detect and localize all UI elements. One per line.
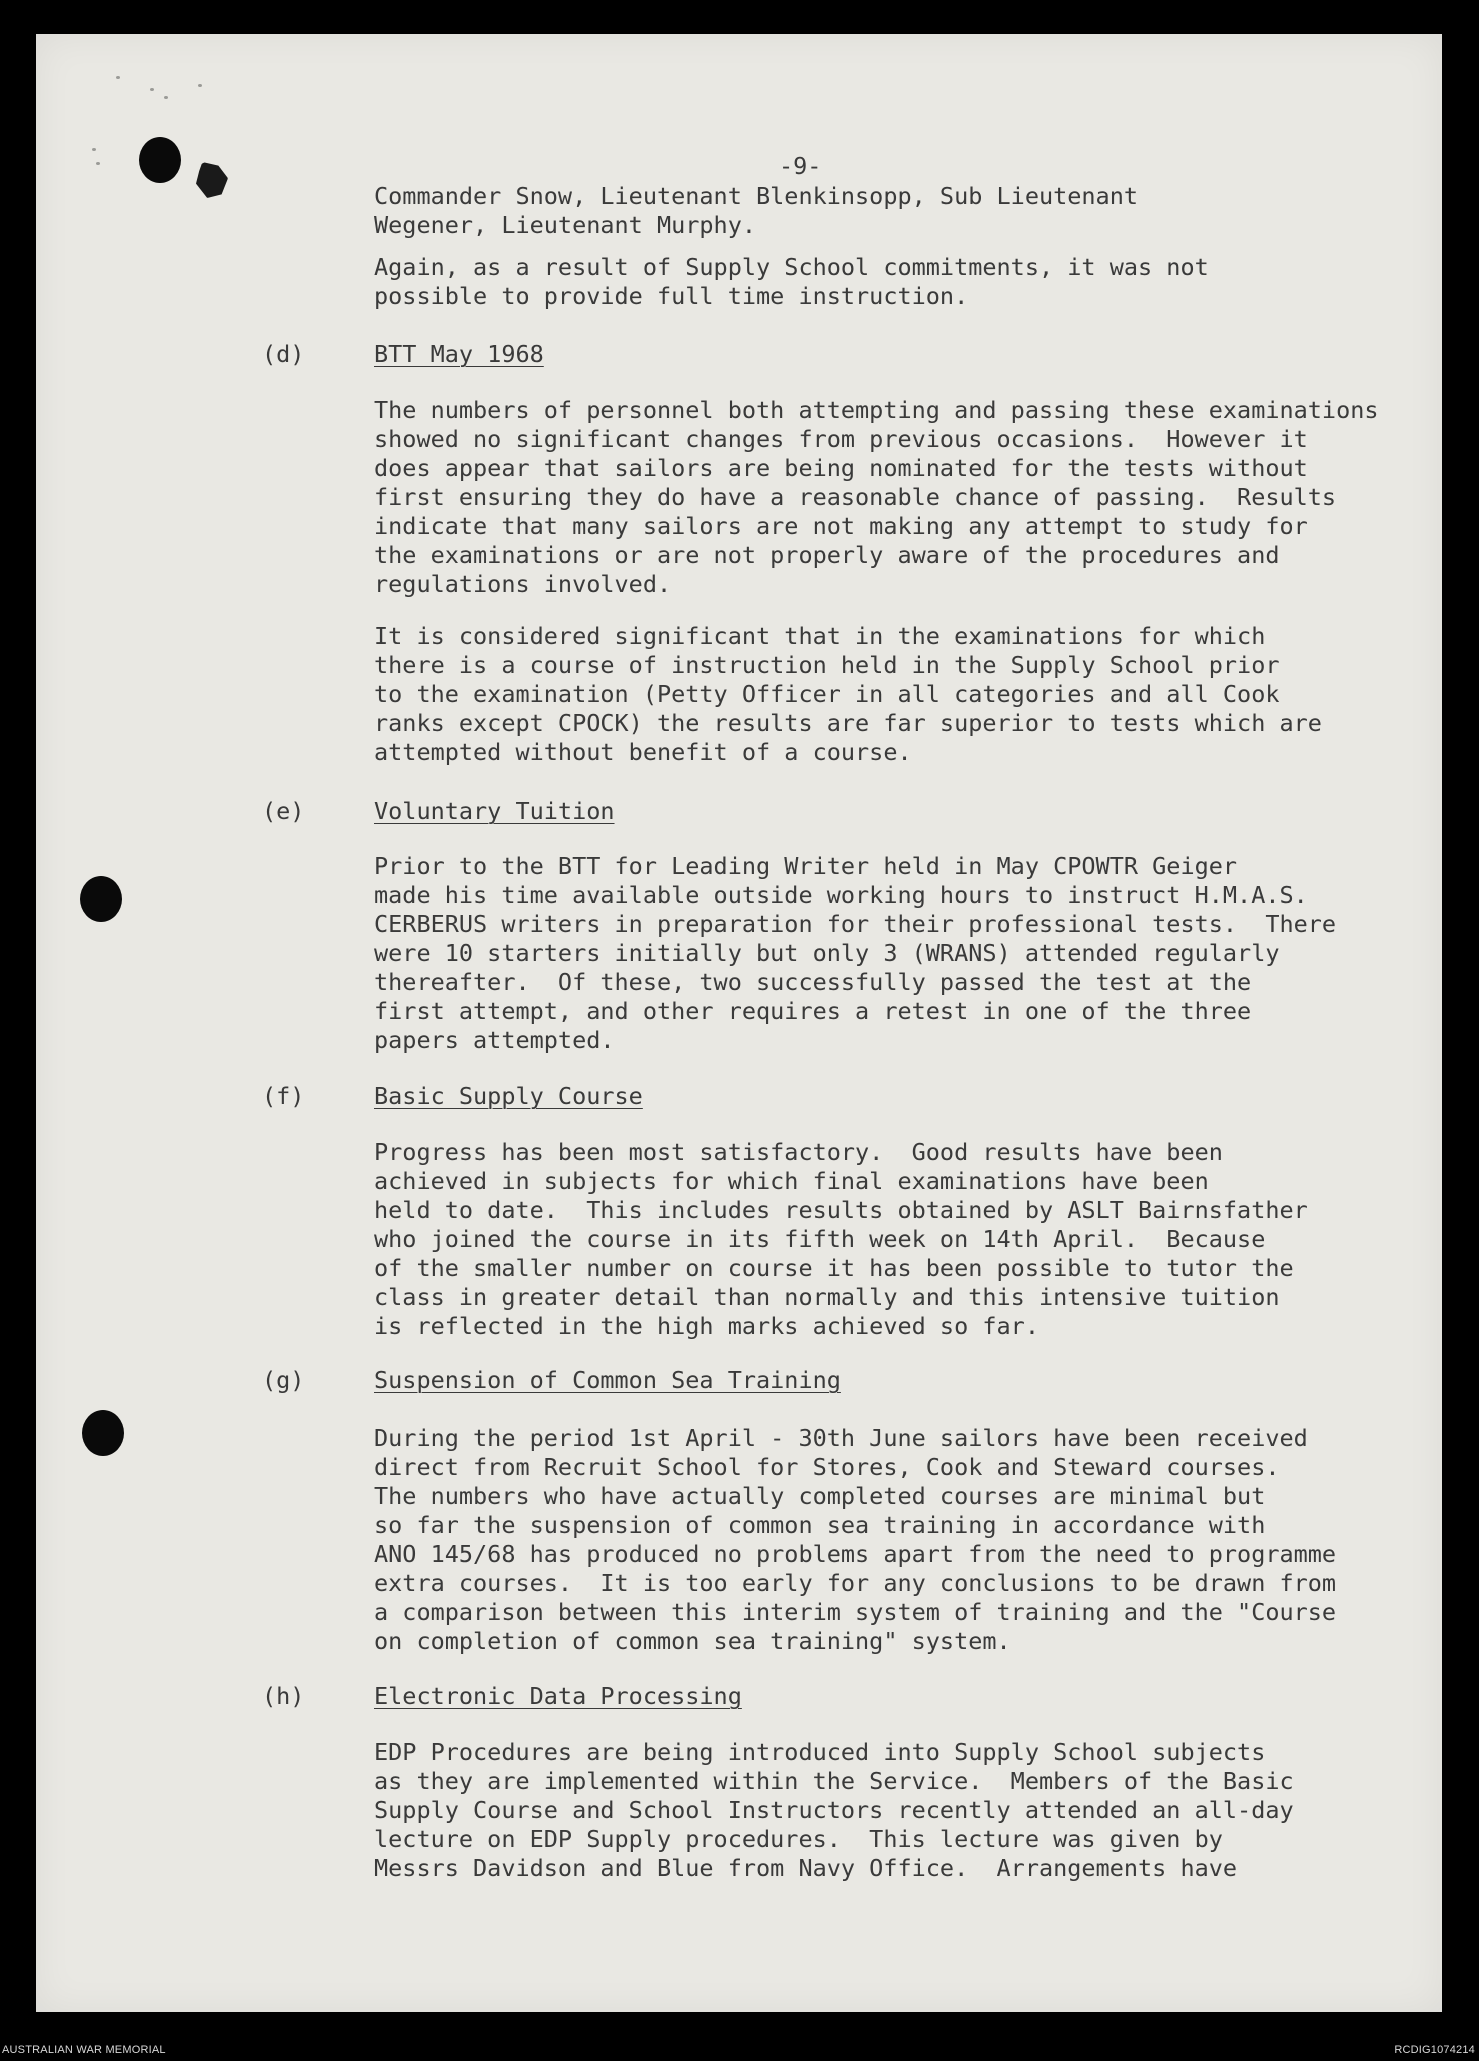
punch-hole-lower (82, 1410, 124, 1456)
text-line: papers attempted. (374, 1026, 615, 1054)
paper-speck (92, 148, 96, 151)
text-line: Again, as a result of Supply School commitments, it was not (374, 253, 1209, 281)
text-line: extra courses. It is too early for any conclusions to be drawn from (374, 1569, 1337, 1597)
text-line: direct from Recruit School for Stores, Cook and Steward courses. (374, 1453, 1280, 1481)
text-line: attempted without benefit of a course. (374, 738, 912, 766)
text-line: Commander Snow, Lieutenant Blenkinsopp, Sub Lieutenant (374, 182, 1139, 210)
text-line: made his time available outside working hours to instruct H.M.A.S. (374, 881, 1308, 909)
text-line: first ensuring they do have a reasonable chance of passing. Results (374, 483, 1337, 511)
text-line: Progress has been most satisfactory. Good results have been (374, 1138, 1223, 1166)
text-line: EDP Procedures are being introduced into Supply School subjects (374, 1738, 1266, 1766)
text-line: The numbers who have actually completed courses are minimal but (374, 1482, 1266, 1510)
section-label-f: (f) (262, 1082, 305, 1110)
text-line: there is a course of instruction held in the Supply School prior (374, 651, 1280, 679)
section-heading-btt: BTT May 1968 (374, 340, 544, 368)
archive-reference-id: RCDIG1074214 (1394, 2044, 1475, 2056)
text-line: class in greater detail than normally and this intensive tuition (374, 1283, 1280, 1311)
section-heading-voluntary-tuition: Voluntary Tuition (374, 797, 615, 825)
paragraph-btt-2 (374, 622, 1322, 767)
section-label-g: (g) (262, 1366, 305, 1394)
punch-hole-top (139, 137, 181, 183)
text-line: on completion of common sea training" system. (374, 1627, 1011, 1655)
text-line: first attempt, and other requires a retest in one of the three (374, 997, 1252, 1025)
text-line: is reflected in the high marks achieved so far. (374, 1312, 1039, 1340)
paper-speck (198, 84, 202, 87)
text-line: CERBERUS writers in preparation for their professional tests. There (374, 910, 1337, 938)
archive-credit: AUSTRALIAN WAR MEMORIAL (2, 2044, 166, 2056)
text-line: regulations involved. (374, 570, 672, 598)
text-line: so far the suspension of common sea training in accordance with (374, 1511, 1266, 1539)
text-line: of the smaller number on course it has been possible to tutor the (374, 1254, 1294, 1282)
paper-speck (150, 88, 154, 91)
text-line: a comparison between this interim system of training and the "Course (374, 1598, 1337, 1626)
text-line: lecture on EDP Supply procedures. This lecture was given by (374, 1825, 1223, 1853)
section-label-h: (h) (262, 1682, 305, 1710)
text-line: possible to provide full time instruction. (374, 282, 969, 310)
paragraph-btt-1 (374, 396, 1379, 599)
text-line: held to date. This includes results obtained by ASLT Bairnsfather (374, 1196, 1308, 1224)
text-line: indicate that many sailors are not making any attempt to study for (374, 512, 1308, 540)
paper-speck (116, 76, 120, 79)
section-heading-common-sea-training: Suspension of Common Sea Training (374, 1366, 841, 1394)
section-label-d: (d) (262, 340, 305, 368)
paragraph-common-sea-training (374, 1424, 1336, 1656)
text-line: Wegener, Lieutenant Murphy. (374, 211, 757, 239)
text-line: achieved in subjects for which final examinations have been (374, 1167, 1209, 1195)
text-line: who joined the course in its fifth week on 14th April. Because (374, 1225, 1266, 1253)
text-line: Supply Course and School Instructors recently attended an all-day (374, 1796, 1294, 1824)
text-line: The numbers of personnel both attempting and passing these examinations (374, 396, 1379, 424)
section-label-e: (e) (262, 797, 305, 825)
paragraph-basic-supply-course (374, 1138, 1308, 1341)
text-line: Prior to the BTT for Leading Writer held in May CPOWTR Geiger (374, 852, 1238, 880)
text-line: to the examination (Petty Officer in all categories and all Cook (374, 680, 1280, 708)
paragraph-electronic-data-processing (374, 1738, 1294, 1883)
page-number: -9- (779, 152, 822, 180)
text-line: the examinations or are not properly aware of the procedures and (374, 541, 1280, 569)
section-heading-basic-supply-course: Basic Supply Course (374, 1082, 643, 1110)
text-line: were 10 starters initially but only 3 (WRANS) attended regularly (374, 939, 1280, 967)
text-line: ANO 145/68 has produced no problems apart from the need to programme (374, 1540, 1337, 1568)
text-line: Messrs Davidson and Blue from Navy Office. Arrangements have (374, 1854, 1238, 1882)
section-heading-electronic-data-processing: Electronic Data Processing (374, 1682, 742, 1710)
text-line: as they are implemented within the Service. Members of the Basic (374, 1767, 1294, 1795)
intro-paragraph (374, 253, 1209, 311)
text-line: thereafter. Of these, two successfully passed the test at the (374, 968, 1252, 996)
text-line: It is considered significant that in the examinations for which (374, 622, 1266, 650)
text-line: does appear that sailors are being nominated for the tests without (374, 454, 1308, 482)
intro-officer-list (374, 182, 1138, 240)
paper-speck (164, 96, 168, 99)
text-line: ranks except CPOCK) the results are far superior to tests which are (374, 709, 1322, 737)
paragraph-voluntary-tuition (374, 852, 1336, 1055)
punch-hole-middle (80, 876, 122, 922)
text-line: showed no significant changes from previous occasions. However it (374, 425, 1308, 453)
paper-speck (96, 162, 100, 165)
text-line: During the period 1st April - 30th June sailors have been received (374, 1424, 1308, 1452)
